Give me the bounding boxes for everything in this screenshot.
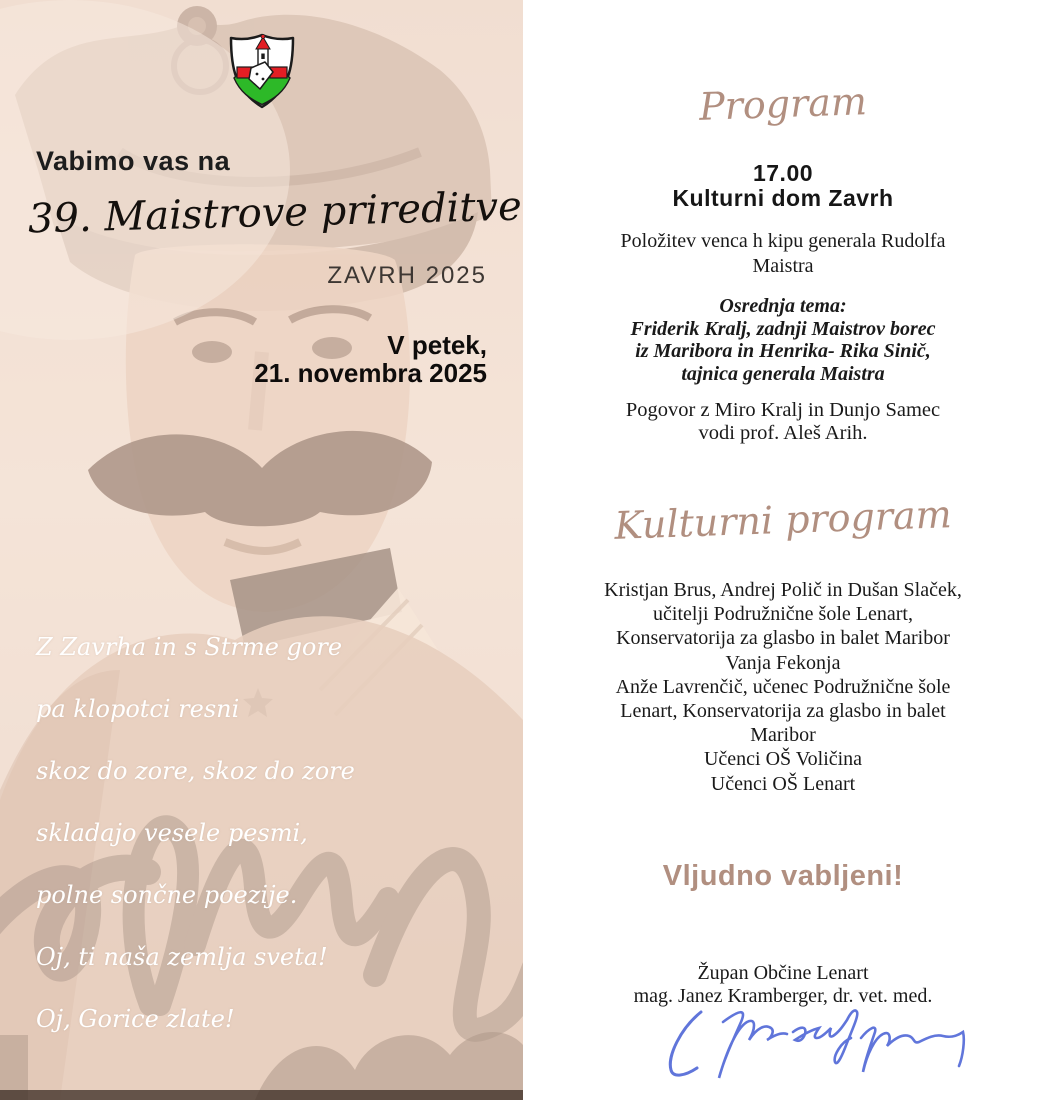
theme-line: iz Maribora in Henrika- Rika Sinič, <box>635 340 931 362</box>
performer-line: učitelji Podružnične šole Lenart, <box>653 603 913 626</box>
talk-description <box>553 399 1013 445</box>
invite-line: Vabimo vas na <box>36 146 231 176</box>
lenart-coat-of-arms-icon <box>227 32 297 110</box>
event-date-line1: V petek, <box>387 330 487 360</box>
event-subtitle: ZAVRH 2025 <box>327 262 487 289</box>
poem-line: skoz do zore, skoz do zore <box>36 757 355 785</box>
performer-line: Anže Lavrenčič, učenec Podružnične šole <box>615 675 951 698</box>
performer-line: Konservatorija za glasbo in balet Maribor <box>616 627 950 650</box>
performer-line: Maribor <box>750 724 816 747</box>
signatory-line: Župan Občine Lenart <box>697 962 869 984</box>
poem-line: Z Zavrha in s Strme gore <box>36 633 343 661</box>
program-panel <box>523 0 1043 1100</box>
theme-line: Osrednja tema: <box>719 295 847 317</box>
event-time: 17.00 <box>752 160 814 186</box>
performer-line: Učenci OŠ Lenart <box>710 772 856 795</box>
signatory-line: mag. Janez Kramberger, dr. vet. med. <box>633 985 933 1007</box>
performer-line: Kristjan Brus, Andrej Polič in Dušan Slaček, <box>604 579 962 601</box>
poem <box>36 616 506 1050</box>
central-theme <box>553 295 1013 385</box>
poem-line: polne sončne poezije. <box>36 881 298 909</box>
poem-line: Oj, ti naša zemlja sveta! <box>36 943 328 971</box>
theme-line: tajnica generala Maistra <box>681 362 885 385</box>
theme-line: Friderik Kralj, zadnji Maistrov borec <box>630 317 936 340</box>
event-title: 39. Maistrove prireditve <box>27 183 523 243</box>
cultural-program-heading: Kulturni program <box>613 492 953 548</box>
mayor-signature <box>663 998 993 1090</box>
performer-line: Vanja Fekonja <box>725 651 841 674</box>
closing-invitation: Vljudno vabljeni! <box>662 860 904 892</box>
program-heading: Program <box>698 79 868 129</box>
event-date-line2: 21. novembra 2025 <box>254 358 487 388</box>
poem-line: pa klopotci resni <box>36 695 240 723</box>
poem-line: skladajo vesele pesmi, <box>36 819 308 847</box>
wreath-ceremony-text: Položitev venca h kipu generala Rudolfa Maistra <box>620 230 946 277</box>
performer-line: Lenart, Konservatorija za glasbo in balet <box>620 700 946 723</box>
event-date <box>254 331 487 387</box>
talk-line: Pogovor z Miro Kralj in Dunjo Samec <box>625 399 941 421</box>
event-venue: Kulturni dom Zavrh <box>672 185 894 211</box>
performer-line: Učenci OŠ Voličina <box>703 748 863 771</box>
poem-line: Oj, Gorice zlate! <box>36 1005 235 1033</box>
talk-line: vodi prof. Aleš Arih. <box>698 422 868 444</box>
performers-list <box>537 578 1029 796</box>
